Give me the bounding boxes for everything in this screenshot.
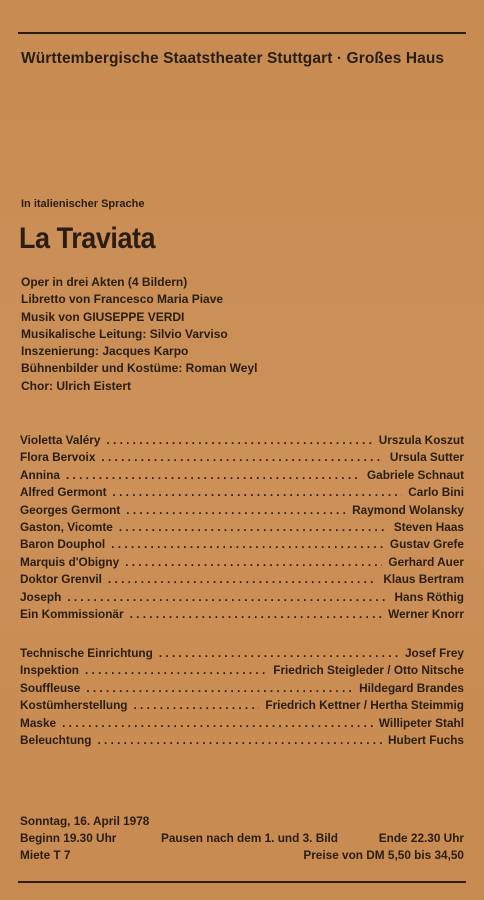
cast-name: Gabriele Schnaut <box>366 467 464 482</box>
crew-name: Friedrich Steigleder / Otto Nitsche <box>273 663 464 678</box>
credit-line: Libretto von Francesco Maria Piave <box>21 292 224 307</box>
leader-dots <box>67 590 388 604</box>
crew-name: Hubert Fuchs <box>387 732 464 747</box>
cast-name: Carlo Bini <box>408 485 464 500</box>
cast-role: Ein Kommissionär <box>20 606 124 621</box>
cast-name: Gerhard Auer <box>388 554 464 569</box>
cast-row <box>20 572 464 589</box>
subscription-series: Miete T 7 <box>20 848 71 862</box>
crew-name: Willipeter Stahl <box>378 715 464 730</box>
crew-row <box>20 698 464 715</box>
crew-name: Josef Frey <box>404 646 464 660</box>
leader-dots <box>126 503 346 517</box>
crew-row <box>20 663 464 680</box>
cast-role: Annina <box>20 467 60 482</box>
leader-dots <box>108 572 377 586</box>
cast-name: Steven Haas <box>393 519 464 534</box>
cast-row <box>20 433 464 450</box>
leader-dots <box>119 520 388 534</box>
leader-dots <box>97 733 382 747</box>
leader-dots <box>111 537 384 551</box>
leader-dots <box>125 555 382 569</box>
leader-dots <box>86 681 353 695</box>
cast-role: Gaston, Vicomte <box>20 519 113 534</box>
leader-dots <box>134 698 260 712</box>
leader-dots <box>159 646 399 660</box>
crew-row <box>20 681 464 698</box>
credit-line: Musikalische Leitung: Silvio Varviso <box>21 326 228 341</box>
cast-role: Marquis d'Obigny <box>20 554 120 569</box>
credit-line: Inszenierung: Jacques Karpo <box>21 344 189 359</box>
performance-date: Sonntag, 16. April 1978 <box>20 814 150 828</box>
crew-role: Souffleuse <box>20 680 81 695</box>
cast-name: Werner Knorr <box>388 606 464 621</box>
cast-row <box>20 485 464 502</box>
cast-role: Baron Douphol <box>20 537 106 552</box>
cast-row <box>20 555 464 572</box>
cast-name: Raymond Wolansky <box>352 502 464 517</box>
credits-block <box>21 274 257 395</box>
crew-name: Friedrich Kettner / Hertha Steimmig <box>265 698 464 713</box>
opera-title: La Traviata <box>19 222 156 255</box>
cast-role: Violetta Valéry <box>20 433 101 447</box>
cast-row <box>20 503 464 520</box>
cast-name: Klaus Bertram <box>383 572 464 587</box>
credit-line: Oper in drei Akten (4 Bildern) <box>21 275 188 289</box>
leader-dots <box>106 433 372 447</box>
crew-role: Technische Einrichtung <box>20 646 153 660</box>
crew-role: Beleuchtung <box>20 732 92 747</box>
cast-role: Doktor Grenvil <box>20 572 102 587</box>
leader-dots <box>101 450 384 464</box>
crew-row <box>20 646 464 663</box>
credit-line: Bühnenbilder und Kostüme: Roman Weyl <box>21 361 258 376</box>
cast-role: Joseph <box>20 589 62 604</box>
intermission-note: Pausen nach dem 1. und 3. Bild <box>161 831 338 845</box>
cast-name: Gustav Grefe <box>389 537 464 552</box>
credit-line: Chor: Ulrich Eistert <box>21 378 132 393</box>
crew-role: Inspektion <box>20 663 79 678</box>
cast-row <box>20 537 464 554</box>
theatre-name: Württembergische Staatstheater Stuttgart · Großes Haus <box>21 50 445 67</box>
cast-row <box>20 607 464 624</box>
leader-dots <box>113 485 403 499</box>
crew-name: Hildegard Brandes <box>359 680 464 695</box>
crew-role: Maske <box>20 715 57 730</box>
crew-row <box>20 733 464 750</box>
cast-name: Hans Röthig <box>394 589 464 604</box>
crew-role: Kostümherstellung <box>20 698 128 713</box>
cast-name: Urszula Koszut <box>378 433 464 447</box>
end-time: Ende 22.30 Uhr <box>378 831 464 845</box>
cast-role: Alfred Germont <box>20 485 107 500</box>
cast-row <box>20 468 464 485</box>
leader-dots <box>66 468 361 482</box>
cast-row <box>20 590 464 607</box>
cast-name: Ursula Sutter <box>389 450 464 465</box>
top-rule <box>18 32 466 34</box>
cast-list <box>20 433 464 624</box>
price-range: Preise von DM 5,50 bis 34,50 <box>303 848 464 862</box>
leader-dots <box>62 716 373 730</box>
cast-row <box>20 450 464 467</box>
cast-role: Georges Germont <box>20 502 121 517</box>
leader-dots <box>130 607 383 621</box>
crew-row <box>20 716 464 733</box>
bottom-rule <box>18 881 466 883</box>
leader-dots <box>85 663 267 677</box>
language-note: In italienischer Sprache <box>21 198 145 210</box>
technical-crew-list <box>20 646 464 750</box>
credit-line: Musik von GIUSEPPE VERDI <box>21 309 185 324</box>
start-time: Beginn 19.30 Uhr <box>20 831 117 845</box>
cast-row <box>20 520 464 537</box>
cast-role: Flora Bervoix <box>20 450 96 465</box>
